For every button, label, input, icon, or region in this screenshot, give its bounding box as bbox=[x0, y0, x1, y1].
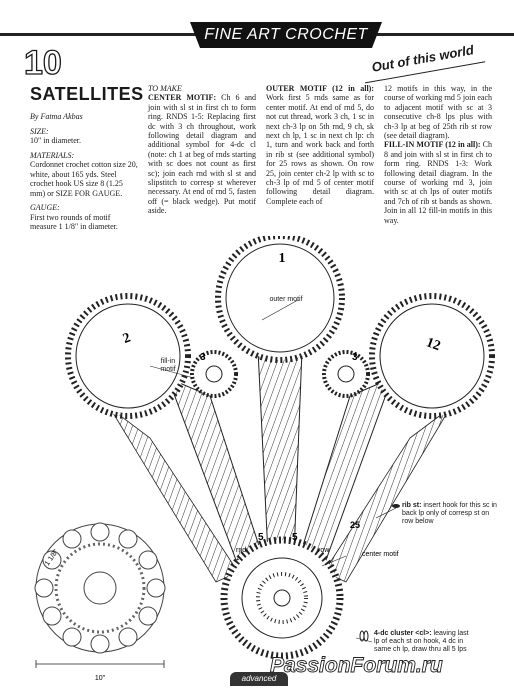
motif-1-number: 1 bbox=[278, 251, 286, 266]
motif-12-number: 12 bbox=[424, 335, 443, 355]
rnd-5-left: 5 bbox=[258, 532, 264, 543]
pattern-title: SATELLITES bbox=[30, 84, 144, 104]
rnd-label: rnd bbox=[236, 547, 247, 554]
pattern-number: 10 bbox=[24, 44, 62, 82]
cluster-note bbox=[374, 630, 472, 654]
watermark: PassionForum.ru bbox=[270, 654, 443, 677]
center-motif-heading: CENTER MOTIF: bbox=[148, 93, 217, 103]
center-motif-text: Ch 6 and join with sl st in first ch to form ring. RNDS 1-5: Replacing first dc with 3 ch throughout, work following detail diagram and additional symbol for 4-dc cl (note: ch 1 at beg of rnds starting with sc does not count as first sc); join each rnd with sl st and slipstitch to corresp st wherever necessary. At end of rnd 5, fasten off (= black wedge). Put motif aside. bbox=[148, 93, 256, 216]
rnd-3-left: 3 bbox=[200, 352, 206, 363]
crochet-diagram bbox=[0, 236, 514, 690]
fillin-motif-left bbox=[192, 352, 236, 396]
thumbnail-dimension-diagonal: 1 1/8" bbox=[43, 548, 60, 568]
gauge-text: First two rounds of motif measure 1 1/8" in diameter. bbox=[30, 212, 118, 231]
center-motif bbox=[224, 540, 340, 656]
rib-stitch-symbol bbox=[392, 504, 400, 508]
outer-motif-text: Work first 5 rnds same as for center motif. At end of rnd 5, do not cut thread, work 3 ch, 1 sc in next ch-3 lp on 5th rnd, 9 ch, sk next ch lp, 1 sc in next ch lp: ch 1, turn and work back and forth in rib st (see additional symbol) for 25 rows as shown. On row 25, join center ch-2 lp with sc to ch-3 lp of rnd 5 of center motif following detail diagram. Complete each of bbox=[266, 93, 374, 206]
gauge-heading: GAUGE: bbox=[30, 203, 60, 212]
cluster-text: leaving last lp of each st on hook, 4 dc in same ch lp, draw thru all 5 lps bbox=[374, 630, 469, 653]
instructions-column-1 bbox=[148, 84, 256, 216]
finished-doily-thumbnail bbox=[35, 523, 165, 668]
outer-motif-12 bbox=[372, 296, 492, 416]
outer-motif-text-cont: 12 motifs in this way, in the course of working rnd 5 join each to adjacent motif with sc at 3 consecutive ch-8 lps plus with ch-3 lp at beg of 25th rib st row (see detail diagram). bbox=[384, 84, 492, 141]
rib-stitch-note bbox=[402, 502, 502, 526]
instructions-column-2 bbox=[266, 84, 374, 206]
pattern-info-column bbox=[30, 112, 138, 237]
thumbnail-dimension-bottom: 10" bbox=[94, 675, 106, 682]
rib-stitch-text: insert hook for this sc in back lp only of corresp st on row below bbox=[402, 502, 497, 525]
instructions-column-3 bbox=[384, 84, 492, 225]
center-motif-label: center motif bbox=[362, 551, 399, 558]
materials-text: Cordonnet crochet cotton size 20, white, about 165 yds. Steel crochet hook US size 8 (1.25 mm) or SIZE FOR GAUGE. bbox=[30, 160, 138, 198]
row-label: row bbox=[318, 547, 330, 554]
fillin-motif-right bbox=[324, 352, 368, 396]
rnd-5-right: 5 bbox=[292, 532, 298, 543]
section-badge: Out of this world bbox=[361, 38, 485, 84]
banner-title: FINE ART CROCHET bbox=[204, 26, 368, 43]
rib-stitch-heading: rib st: bbox=[402, 502, 422, 509]
pattern-author: By Fatma Akbas bbox=[30, 112, 83, 121]
fillin-motif-text: Ch 8 and join with sl st in first ch to form ring. RNDS 1-3: Work following detail diagram. In the course of working rnd 3, join with sc at ch lps of outer motifs and 7ch of rib st bands as shown. Join in all 12 fill-in motifs in this way. bbox=[384, 140, 493, 225]
header-banner bbox=[0, 22, 514, 48]
outer-motif-label: outer motif bbox=[269, 296, 303, 303]
outer-motif-2 bbox=[68, 296, 188, 416]
row-25-number: 25 bbox=[350, 520, 361, 530]
fillin-motif-heading: FILL-IN MOTIF (12 in all): bbox=[384, 140, 481, 150]
fillin-motif-label: fill-in motif bbox=[160, 358, 176, 373]
rnd-3-right: 3 bbox=[352, 352, 358, 363]
bottom-logo-text: advanced bbox=[241, 674, 277, 683]
motif-2-number: 2 bbox=[120, 330, 133, 347]
outer-motif-heading: OUTER MOTIF (12 in all): bbox=[266, 84, 374, 93]
materials-heading: MATERIALS: bbox=[30, 150, 75, 160]
size-heading: SIZE: bbox=[30, 126, 49, 136]
cluster-heading: 4-dc cluster <cl>: bbox=[374, 630, 432, 637]
to-make-heading: TO MAKE bbox=[148, 84, 182, 93]
size-text: 10" in diameter. bbox=[30, 136, 82, 145]
